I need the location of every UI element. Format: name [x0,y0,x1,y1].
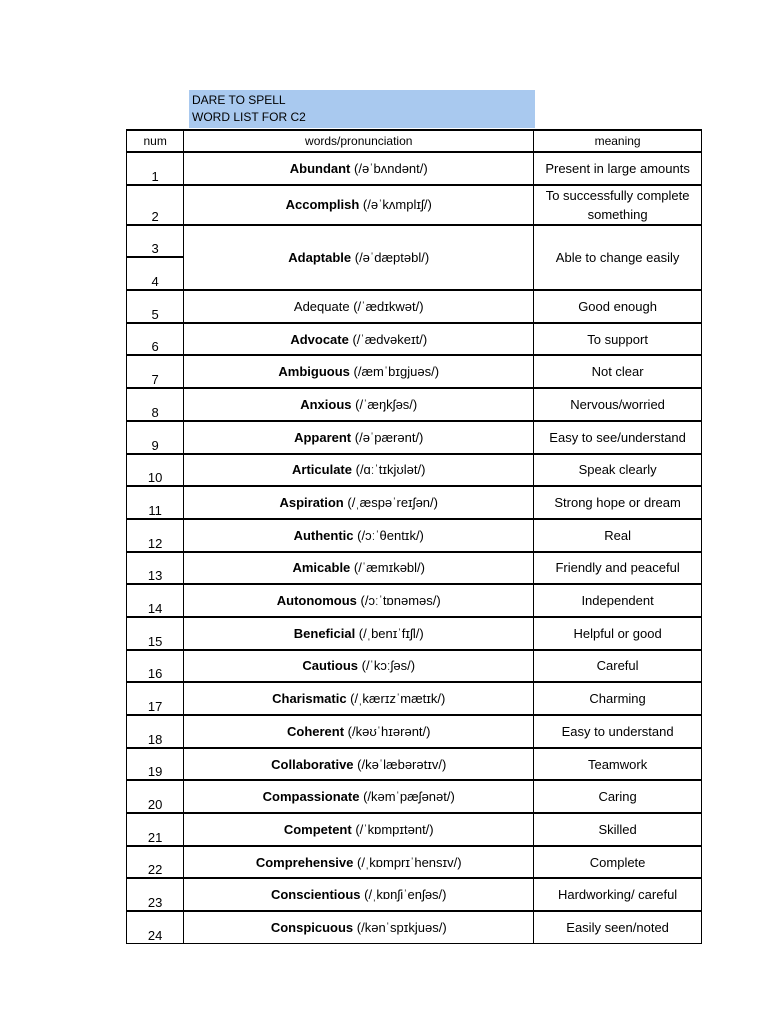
row-num: 16 [127,650,184,683]
table-row [127,185,702,225]
table-row [127,748,702,781]
row-meaning [534,715,702,748]
pronunciation: (/kəʊˈhɪərənt/) [344,723,431,739]
row-word [184,323,534,356]
row-num: 15 [127,617,184,650]
table-row [127,388,702,421]
pronunciation: (/ɑːˈtɪkjʊlət/) [352,462,426,478]
row-word [184,780,534,813]
word-text: Accomplish [285,197,360,213]
meaning-text: Complete [589,854,646,870]
meaning-text: Independent [581,593,654,609]
header-word: words/pronunciation [184,130,534,152]
table-row [127,323,702,356]
pronunciation: (/ˌkɒmprɪˈhensɪv/) [353,854,462,870]
pronunciation: (/ˈædɪkwət/) [349,298,424,314]
header-meaning: meaning [534,130,702,152]
meaning-text: Strong hope or dream [554,495,681,511]
meaning-text: Friendly and peaceful [555,560,680,576]
word-text: Collaborative [271,756,354,772]
meaning-text: Easy to see/understand [549,429,686,445]
word-text: Ambiguous [278,364,350,380]
row-meaning [534,617,702,650]
row-meaning [534,421,702,454]
row-num: 5 [127,290,184,323]
word-text: Coherent [286,723,345,739]
row-word [184,813,534,846]
row-num: 18 [127,715,184,748]
row-num: 10 [127,454,184,487]
pronunciation: (/ˌkɒnʃiˈenʃəs/) [360,887,447,903]
banner-title: DARE TO SPELL [192,93,286,107]
meaning-text: Teamwork [587,756,648,772]
row-meaning [534,780,702,813]
table-row [127,454,702,487]
pronunciation: (/ˈkɒmpɪtənt/) [351,821,434,837]
meaning-text: To support [587,331,648,347]
row-word [184,748,534,781]
word-text: Conscientious [270,887,361,903]
pronunciation: (/əˈbʌndənt/) [350,160,428,176]
pronunciation: (/kənˈspɪkjuəs/) [353,920,447,936]
row-meaning [534,552,702,585]
table-row [127,355,702,388]
row-word [184,878,534,911]
row-word [184,650,534,683]
table-row [127,486,702,519]
table-row [127,421,702,454]
table-row [127,911,702,944]
row-num: 6 [127,323,184,356]
word-text: Competent [283,821,352,837]
row-meaning [534,748,702,781]
meaning-text: Charming [589,691,646,707]
meaning-text: Careful [596,658,639,674]
row-num: 19 [127,748,184,781]
title-banner [189,90,535,128]
meaning-text: Real [604,527,631,543]
table-row [127,152,702,185]
table-row [127,878,702,911]
word-text: Comprehensive [255,854,354,870]
row-word [184,152,534,185]
table-row [127,682,702,715]
row-num: 12 [127,519,184,552]
row-num: 22 [127,846,184,879]
row-word [184,584,534,617]
meaning-text: To successfully complete something [545,187,690,222]
table-row [127,584,702,617]
row-word [184,225,534,290]
row-meaning [534,584,702,617]
pronunciation: (/əˈdæptəbl/) [351,249,430,265]
row-meaning [534,185,702,225]
row-meaning [534,682,702,715]
word-text: Advocate [290,331,349,347]
table-body [127,152,702,944]
table-row [127,846,702,879]
table-row [127,519,702,552]
pronunciation: (/ˈkɔːʃəs/) [358,658,416,674]
table-row [127,813,702,846]
word-text: Autonomous [276,593,357,609]
table-row [127,552,702,585]
meaning-text: Present in large amounts [545,160,690,176]
word-text: Articulate [292,462,352,478]
pronunciation: (/ˈæŋkʃəs/) [351,396,418,412]
pronunciation: (/ɔːˈtɒnəməs/) [356,593,441,609]
row-num: 1 [127,152,184,185]
word-list-table [126,129,702,944]
row-meaning [534,454,702,487]
table-row [127,290,702,323]
pronunciation: (/ˈædvəkeɪt/) [348,331,428,347]
row-num: 21 [127,813,184,846]
pronunciation: (/ˈæmɪkəbl/) [350,560,425,576]
row-num: 7 [127,355,184,388]
table-header-row [127,130,702,152]
row-word [184,617,534,650]
row-word [184,846,534,879]
word-text: Apparent [294,429,352,445]
word-text: Amicable [292,560,351,576]
header-num: num [127,130,184,152]
row-num: 9 [127,421,184,454]
meaning-text: Speak clearly [578,462,657,478]
row-meaning [534,152,702,185]
row-meaning [534,813,702,846]
word-text: Beneficial [293,625,356,641]
meaning-text: Skilled [598,821,637,837]
row-num: 17 [127,682,184,715]
row-meaning [534,878,702,911]
word-text: Conspicuous [270,920,354,936]
pronunciation: (/ˌæspəˈreɪʃən/) [343,495,438,511]
row-meaning [534,911,702,944]
word-text: Charismatic [272,691,347,707]
row-word [184,552,534,585]
row-meaning [534,519,702,552]
row-meaning [534,355,702,388]
row-num: 8 [127,388,184,421]
word-text: Anxious [300,396,352,412]
row-num: 2 [127,185,184,225]
row-word [184,421,534,454]
pronunciation: (/æmˈbɪɡjuəs/) [349,364,440,380]
row-num: 3 [127,225,184,258]
row-word [184,911,534,944]
meaning-text: Caring [598,789,637,805]
word-text: Compassionate [262,789,360,805]
word-text: Adaptable [288,249,352,265]
pronunciation: (/əˈkʌmplɪʃ/) [359,197,432,213]
row-word [184,185,534,225]
table-row [127,225,702,258]
banner-subtitle: WORD LIST FOR C2 [192,110,306,124]
table-row [127,715,702,748]
row-meaning: Able to change easily [534,225,702,290]
pronunciation: (/ɔːˈθentɪk/) [353,527,424,543]
pronunciation: (/kəmˈpæʃənət/) [359,789,455,805]
row-num: 14 [127,584,184,617]
row-num: 11 [127,486,184,519]
pronunciation: (/kəˈlæbərətɪv/) [353,756,447,772]
meaning-text: Helpful or good [573,625,662,641]
table-row [127,617,702,650]
row-num: 13 [127,552,184,585]
pronunciation: (/ˌkærɪzˈmætɪk/) [346,691,446,707]
row-meaning [534,846,702,879]
row-word [184,486,534,519]
table-row [127,650,702,683]
pronunciation: (/ˌbenɪˈfɪʃl/) [355,625,424,641]
row-num: 24 [127,911,184,944]
row-meaning [534,290,702,323]
meaning-text: Good enough [578,298,657,314]
row-word [184,519,534,552]
meaning-text: Easily seen/noted [566,920,669,936]
row-word [184,355,534,388]
word-text: Adequate [293,298,350,314]
row-word [184,454,534,487]
row-num: 20 [127,780,184,813]
row-word [184,388,534,421]
row-meaning [534,388,702,421]
word-text: Aspiration [279,495,344,511]
row-meaning [534,486,702,519]
row-num: 4 [127,257,184,290]
row-word [184,290,534,323]
word-text: Authentic [293,527,354,543]
meaning-text: Easy to understand [561,723,674,739]
table-row [127,780,702,813]
meaning-text: Nervous/worried [570,396,665,412]
row-word [184,682,534,715]
row-meaning [534,323,702,356]
meaning-text: Not clear [591,364,644,380]
row-meaning [534,650,702,683]
meaning-text: Hardworking/ careful [557,887,678,903]
word-text: Abundant [289,160,351,176]
pronunciation: (/əˈpærənt/) [351,429,424,445]
word-text: Cautious [302,658,359,674]
row-word [184,715,534,748]
row-num: 23 [127,878,184,911]
